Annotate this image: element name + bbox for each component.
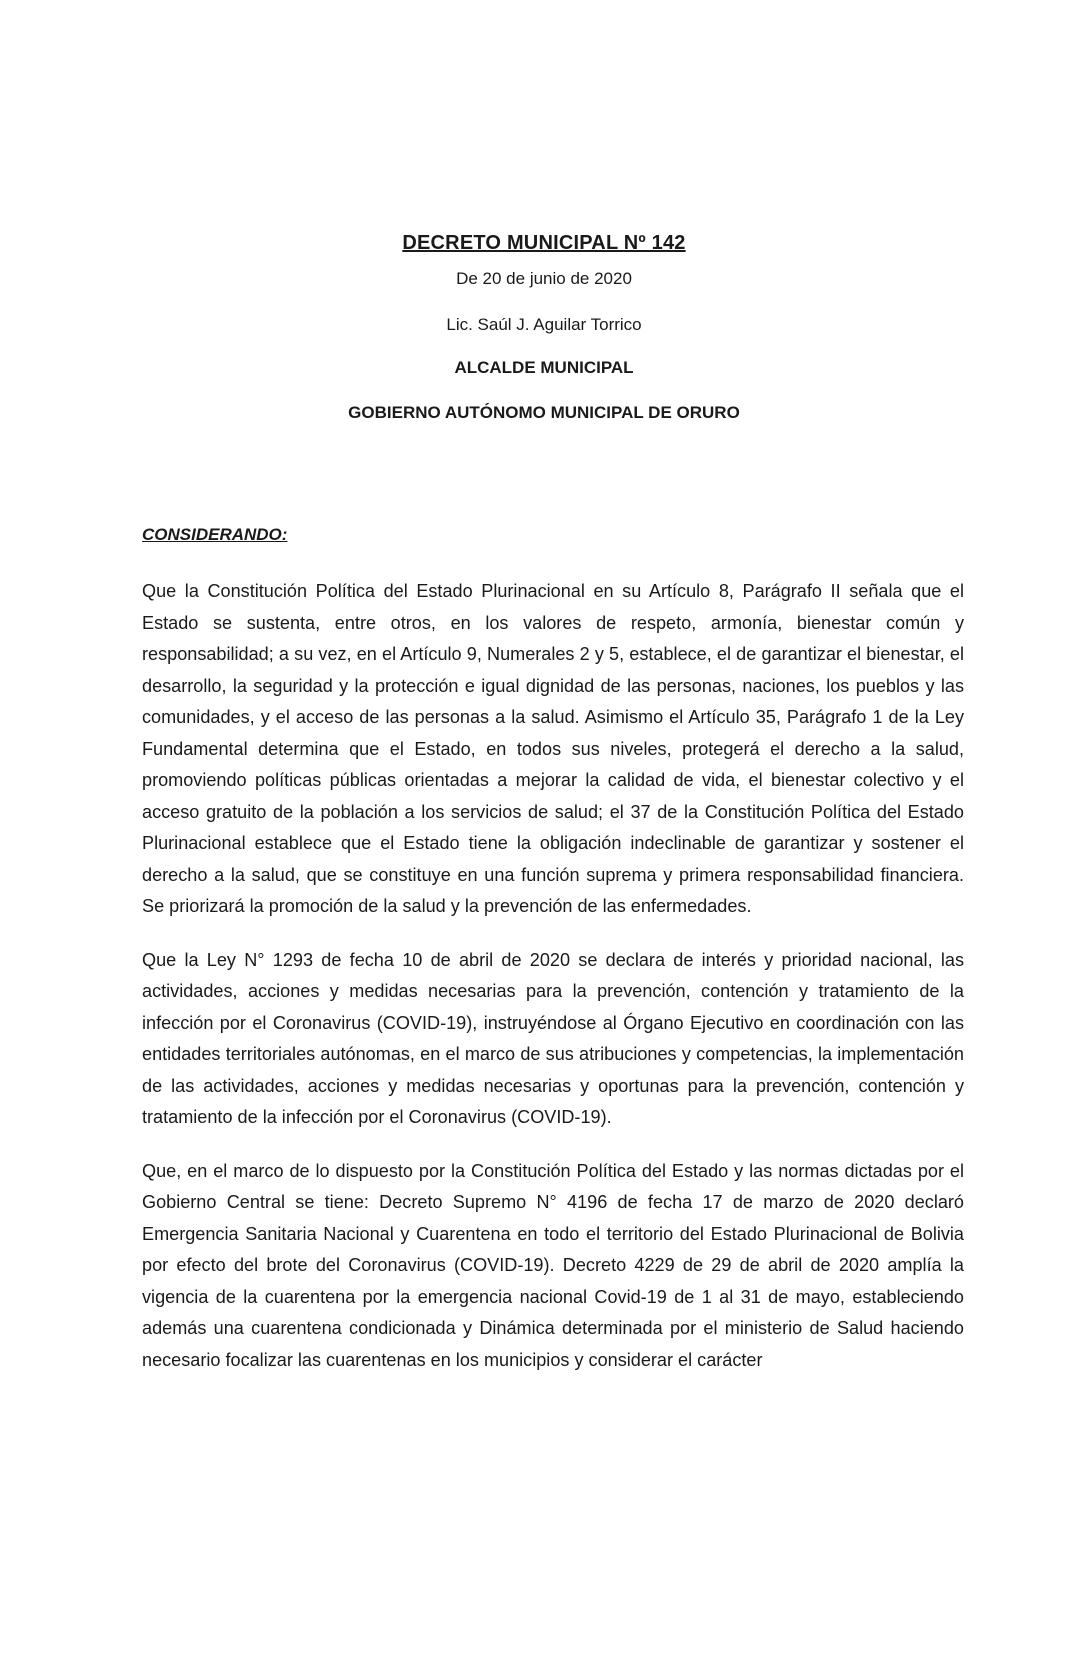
- institution-name: GOBIERNO AUTÓNOMO MUNICIPAL DE ORURO: [348, 403, 740, 422]
- document-header: [0, 232, 1088, 448]
- signer-name: Lic. Saúl J. Aguilar Torrico: [446, 315, 642, 334]
- decree-date: De 20 de junio de 2020: [456, 269, 632, 288]
- paragraph-2: Que la Ley N° 1293 de fecha 10 de abril de 2020 se declara de interés y prioridad nacional, las actividades, acciones y medidas necesarias para la prevención, contención y tratamiento de la infección por el Coronavirus (COVID-19), instruyéndose al Órgano Ejecutivo en coordinación con las entidades territoriales autónomas, en el marco de sus atribuciones y competencias, la implementación de las actividades, acciones y medidas necesarias y oportunas para la prevención, contención y tratamiento de la infección por el Coronavirus (COVID-19).: [142, 949, 964, 1127]
- paragraph-1: Que la Constitución Política del Estado Plurinacional en su Artículo 8, Parágrafo II señala que el Estado se sustenta, entre otros, en los valores de respeto, armonía, bienestar común y responsabilidad; a su vez, en el Artículo 9, Numerales 2 y 5, establece, el de garantizar el bienestar, el desarrollo, la seguridad y la protección e igual dignidad de las personas, naciones, los pueblos y las comunidades, y el acceso de las personas a la salud. Asimismo el Artículo 35, Parágrafo 1 de la Ley Fundamental determina que el Estado, en todos sus niveles, protegerá el derecho a la salud, promoviendo políticas públicas orientadas a mejorar la calidad de vida, el bienestar colectivo y el acceso gratuito de la población a los servicios de salud; el 37 de la Constitución Política del Estado Plurinacional establece que el Estado tiene la obligación indeclinable de garantizar y sostener el derecho a la salud, que se constituye en una función suprema y primera responsabilidad financiera. Se priorizará la promoción de la salud y la prevención de las enfermedades.: [142, 581, 964, 916]
- section-heading: CONSIDERANDO:: [142, 525, 288, 544]
- document-body: [142, 525, 964, 1370]
- signer-position: ALCALDE MUNICIPAL: [454, 358, 634, 377]
- paragraph-3: Que, en el marco de lo dispuesto por la Constitución Política del Estado y las normas dictadas por el Gobierno Central se tiene: Decreto Supremo N° 4196 de fecha 17 de marzo de 2020 declaró Emergencia Sanitaria Nacional y Cuarentena en todo el territorio del Estado Plurinacional de Bolivia por efecto del brote del Coronavirus (COVID-19). Decreto 4229 de 29 de abril de 2020 amplía la vigencia de la cuarentena por la emergencia nacional Covid-19 de 1 al 31 de mayo, estableciendo además una cuarentena condicionada y Dinámica determinada por el ministerio de Salud haciendo necesario focalizar las cuarentenas en los municipios y considerar el carácter: [142, 1160, 964, 1370]
- decree-title: DECRETO MUNICIPAL Nº 142: [402, 232, 686, 254]
